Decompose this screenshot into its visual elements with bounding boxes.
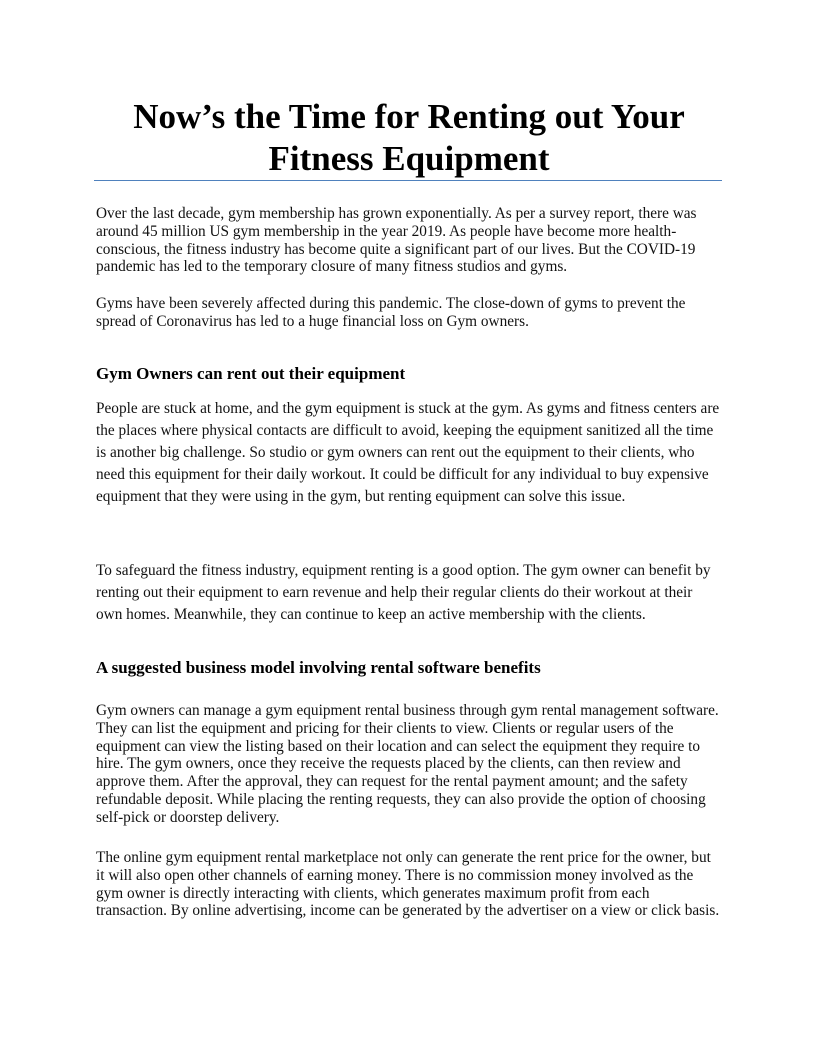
section-heading-rent-equipment: Gym Owners can rent out their equipment: [96, 364, 406, 383]
section1-paragraph-1: People are stuck at home, and the gym equipment is stuck at the gym. As gyms and fitness centers are the places where physical contacts are difficult to avoid, keeping the equipment sanitized all the time is another big challenge. So studio or gym owners can rent out the equipment to their clients, who need this equipment for their daily workout. It could be difficult for any individual to buy expensive equipment that they were using in the gym, but renting equipment can solve this issue.: [96, 400, 720, 505]
section-heading-business-model: A suggested business model involving rental software benefits: [96, 658, 541, 677]
section2-paragraph-2: The online gym equipment rental marketplace not only can generate the rent price for the owner, but it will also open other channels of earning money. There is no commission money involved as the gym owner is directly interacting with clients, which generates maximum profit from each transaction. By online advertising, income can be generated by the advertiser on a view or click basis.: [96, 849, 720, 920]
document-title: Now’s the Time for Renting out Your Fitness Equipment: [133, 97, 685, 178]
section2-paragraph-1: Gym owners can manage a gym equipment rental business through gym rental management software. They can list the equipment and pricing for their clients to view. Clients or regular users of the equipment can view the listing based on their location and can select the equipment they require to hire. The gym owners, once they receive the requests placed by the clients, can then review and approve them. After the approval, they can request for the rental payment amount; and the safety refundable deposit. While placing the renting requests, they can also provide the option of choosing self-pick or doorstep delivery.: [96, 702, 719, 826]
section1-paragraph-2: To safeguard the fitness industry, equipment renting is a good option. The gym owner can benefit by renting out their equipment to earn revenue and help their regular clients do their workout at their own homes. Meanwhile, they can continue to keep an active membership with the clients.: [96, 562, 711, 623]
intro-paragraph-1: Over the last decade, gym membership has grown exponentially. As per a survey report, there was around 45 million US gym membership in the year 2019. As people have become more health-conscious, the fitness industry has become quite a significant part of our lives. But the COVID-19 pandemic has led to the temporary closure of many fitness studios and gyms.: [96, 205, 697, 276]
title-underline: [94, 180, 722, 181]
intro-paragraph-2: Gyms have been severely affected during this pandemic. The close-down of gyms to prevent the spread of Coronavirus has led to a huge financial loss on Gym owners.: [96, 295, 686, 330]
